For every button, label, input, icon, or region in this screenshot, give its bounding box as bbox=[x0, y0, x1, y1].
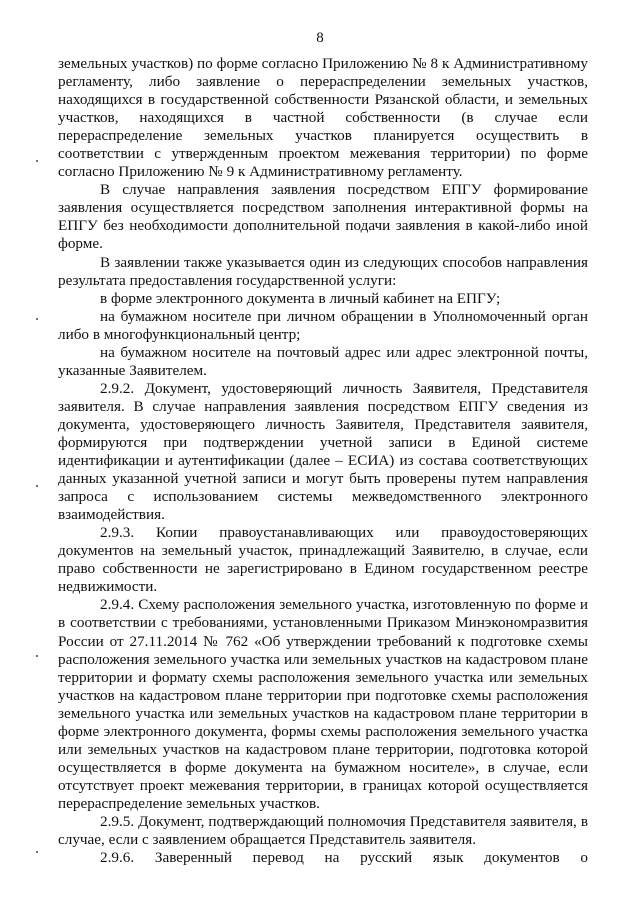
scan-margin-mark bbox=[36, 655, 38, 657]
scan-margin-mark bbox=[36, 160, 38, 162]
paragraph-2-9-4: 2.9.4. Схему расположения земельного участка, изготовленную по форме и в соответствии с требованиями, установленными Приказом Минэкономразвития России от 27.11.2014 № 762 «Об утверждении требований к подготовке схемы расположения земельного участка или земельных участков на кадастровом плане территории и формату схемы расположения земельного участка или земельных участков на кадастровом плане территории при подготовке схемы расположения земельного участка или земельных участков на кадастровом плане территории в форме электронного документа, формы схемы расположения земельного участка или земельных участков на кадастровом плане территории, подготовка которой осуществляется в форме документа на бумажном носителе», в случае, если отсутствует проект межевания территории, в границах которой осуществляется перераспределение земельных участков. bbox=[58, 596, 588, 812]
paragraph-result-methods: В заявлении также указывается один из следующих способов направления результата предоставления государственной услуги: bbox=[58, 253, 588, 289]
paragraph-method-paper-mail: на бумажном носителе на почтовый адрес или адрес электронной почты, указанные Заявителем. bbox=[58, 343, 588, 379]
paragraph-2-9-6: 2.9.6. Заверенный перевод на русский язык документов о bbox=[100, 849, 588, 867]
paragraph-method-electronic: в форме электронного документа в личный кабинет на ЕПГУ; bbox=[100, 289, 501, 307]
paragraph-epgu-form: В случае направления заявления посредством ЕПГУ формирование заявления осуществляется посредством заполнения интерактивной формы на ЕПГУ без необходимости дополнительной подачи заявления в какой-либо иной форме. bbox=[58, 181, 588, 253]
paragraph-method-paper-personal: на бумажном носителе при личном обращении в Уполномоченный орган либо в многофункциональный центр; bbox=[58, 307, 588, 343]
scan-margin-mark bbox=[36, 318, 38, 320]
paragraph-continuation: земельных участков) по форме согласно Приложению № 8 к Административному регламенту, либо заявление о перераспределении земельных участков, находящихся в государственной собственности Рязанской области, и земельных участков, находящихся в частной собственности (в случае если перераспределение земельных участков планируется осуществить в соответствии с утвержденным проектом межевания территории) по форме согласно Приложению № 9 к Административному регламенту. bbox=[58, 55, 588, 181]
paragraph-2-9-5: 2.9.5. Документ, подтверждающий полномочия Представителя заявителя, в случае, если с заявлением обращается Представитель заявителя. bbox=[58, 812, 588, 849]
scan-margin-mark bbox=[36, 485, 38, 487]
scan-margin-mark bbox=[36, 851, 38, 853]
paragraph-2-9-2: 2.9.2. Документ, удостоверяющий личность Заявителя, Представителя заявителя. В случае направления заявления посредством ЕПГУ сведения из документа, удостоверяющего личность Заявителя, Представителя заявителя, формируются при подтверждении учетной записи в Единой системе идентификации и аутентификации (далее – ЕСИА) из состава соответствующих данных указанной учетной записи и могут быть проверены путем направления запроса с использованием системы межведомственного электронного взаимодействия. bbox=[58, 379, 588, 524]
document-body bbox=[58, 55, 588, 867]
page-number: 8 bbox=[316, 30, 324, 46]
paragraph-2-9-3: 2.9.3. Копии правоустанавливающих или правоудостоверяющих документов на земельный участок, принадлежащий Заявителю, в случае, если право собственности не зарегистрировано в Едином государственном реестре недвижимости. bbox=[58, 524, 588, 596]
